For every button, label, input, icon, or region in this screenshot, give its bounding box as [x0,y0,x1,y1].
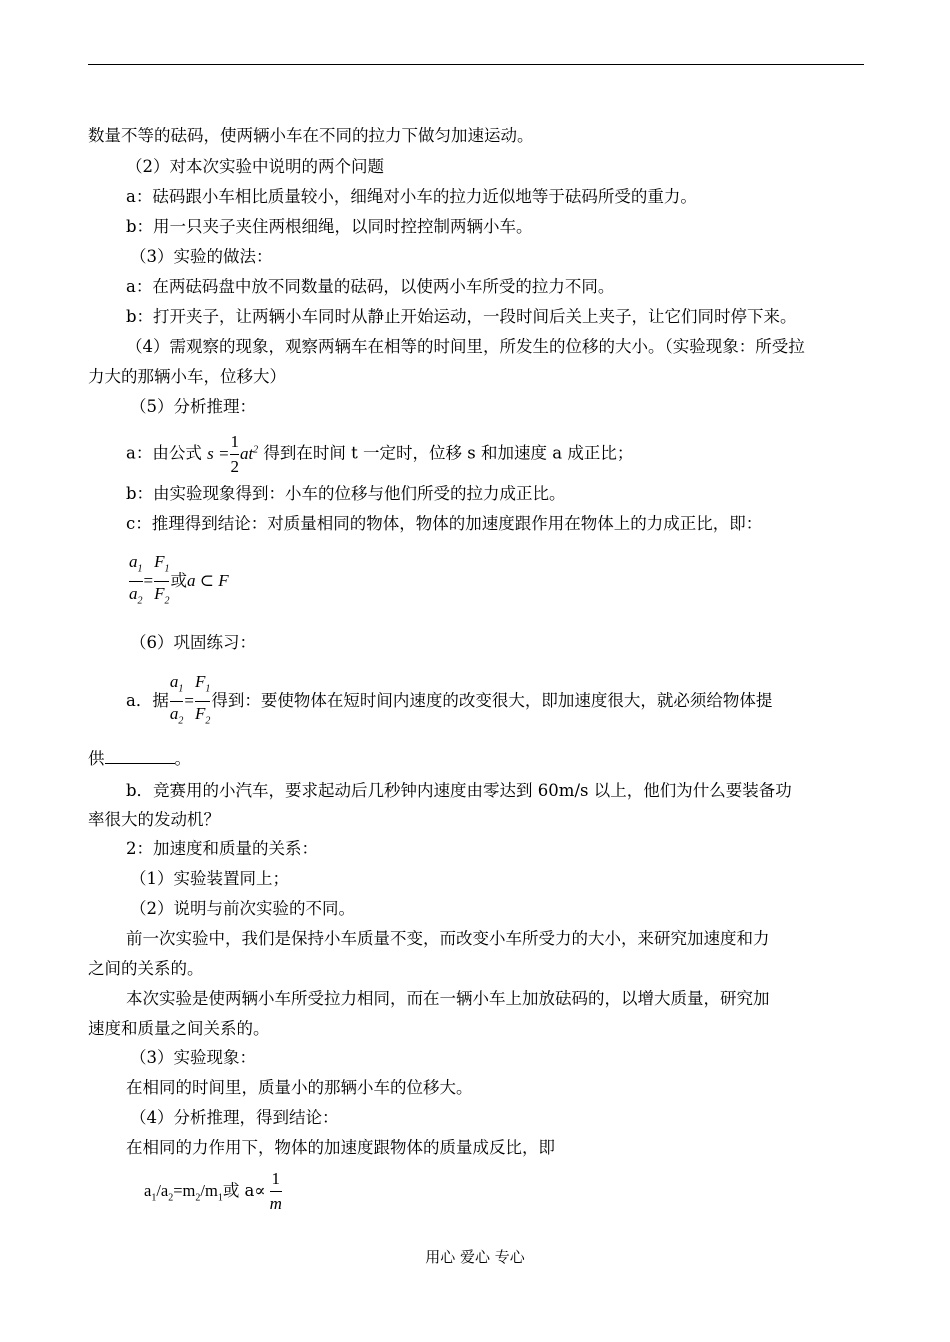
text-line: 力大的那辆小车，位移大） [88,367,286,386]
formula-line-exercise [126,672,772,732]
text-line: （3）实验的做法： [130,247,273,266]
text-line: b．竞赛用的小汽车，要求起动后几秒钟内速度由零达到 60m/s 以上，他们为什么要装备功 [126,781,792,800]
text-line: （1）实验装置同上； [130,869,289,888]
text-line: 之间的关系的。 [88,959,204,978]
text-line: b：用一只夹子夹住两根细绳，以同时控控制两辆小车。 [126,217,533,236]
text-line: a：在两砝码盘中放不同数量的砝码，以使两小车所受的拉力不同。 [126,277,615,296]
text-line-blank [88,748,191,770]
text-segment: 得到在时间 t 一定时，位移 s 和加速度 a 成正比； [263,443,634,463]
text-line: 数量不等的砝码，使两辆小车在不同的拉力下做匀加速运动。 [88,126,534,145]
text-line: a：砝码跟小车相比质量较小，细绳对小车的拉力近似地等于砝码所受的重力。 [126,187,697,206]
text-segment: 。 [174,749,191,768]
text-segment: 得到：要使物体在短时间内速度的改变很大，即加速度很大，就必须给物体提 [211,690,773,710]
formula-ratio: $\frac{a_1}{a_2}$ = $\frac{F_1}{F_2}$ [129,552,170,607]
text-line: 在相同的力作用下，物体的加速度跟物体的质量成反比，即 [126,1138,555,1157]
text-line: 本次实验是使两辆小车所受拉力相同，而在一辆小车上加放砝码的，以增大质量，研究加 [126,989,770,1008]
header-rule [88,64,864,65]
text-line: 在相同的时间里，质量小的那辆小车的位移大。 [126,1078,473,1097]
text-line: 率很大的发动机？ [88,810,220,829]
formula-proportional: a ⊂ F [186,570,229,590]
text-line: （2）说明与前次实验的不同。 [130,899,355,918]
text-segment: 供 [88,749,105,768]
text-line: （4）需观察的现象，观察两辆车在相等的时间里，所发生的位移的大小。（实验现象：所受拉 [126,337,805,356]
formula-line-displacement [126,428,633,477]
text-line: （2）对本次实验中说明的两个问题 [126,157,384,176]
text-line: c：推理得到结论：对质量相同的物体，物体的加速度跟作用在物体上的力成正比，即： [126,514,763,533]
text-line: （5）分析推理： [130,397,256,416]
text-line: 速度和质量之间关系的。 [88,1019,270,1038]
text-line: 前一次实验中，我们是保持小车质量不变，而改变小车所受力的大小，来研究加速度和力 [126,929,770,948]
text-line: b：由实验现象得到：小车的位移与他们所受的拉力成正比。 [126,484,566,503]
text-segment: 或 a∝ [222,1181,266,1200]
text-line: 2：加速度和质量的关系： [126,839,318,858]
text-segment: a．据 [126,690,169,710]
text-line: （4）分析推理，得到结论： [130,1108,339,1127]
formula-inverse-mass: $\frac{1}{m}$ [269,1169,282,1213]
text-segment: 或 [170,570,187,590]
formula-displacement: s = $\frac{1}{2}$ $at^2$ [207,432,259,477]
text-line: （3）实验现象： [130,1048,256,1067]
text-line: （6）巩固练习： [130,633,256,652]
text-segment: a：由公式 [126,443,202,463]
formula-ratio: $\frac{a_1}{a_2}$ = $\frac{F_1}{F_2}$ [169,672,211,727]
answer-blank [105,749,175,764]
formula-line-mass [144,1166,283,1223]
formula-line-force [128,552,229,612]
formula-mass-ratio: $a_1/a_2=m_2/m_1$ [144,1181,223,1204]
text-line: b：打开夹子，让两辆小车同时从静止开始运动，一段时间后关上夹子，让它们同时停下来。 [126,307,797,326]
page-footer: 用心 爱心 专心 [425,1248,525,1266]
